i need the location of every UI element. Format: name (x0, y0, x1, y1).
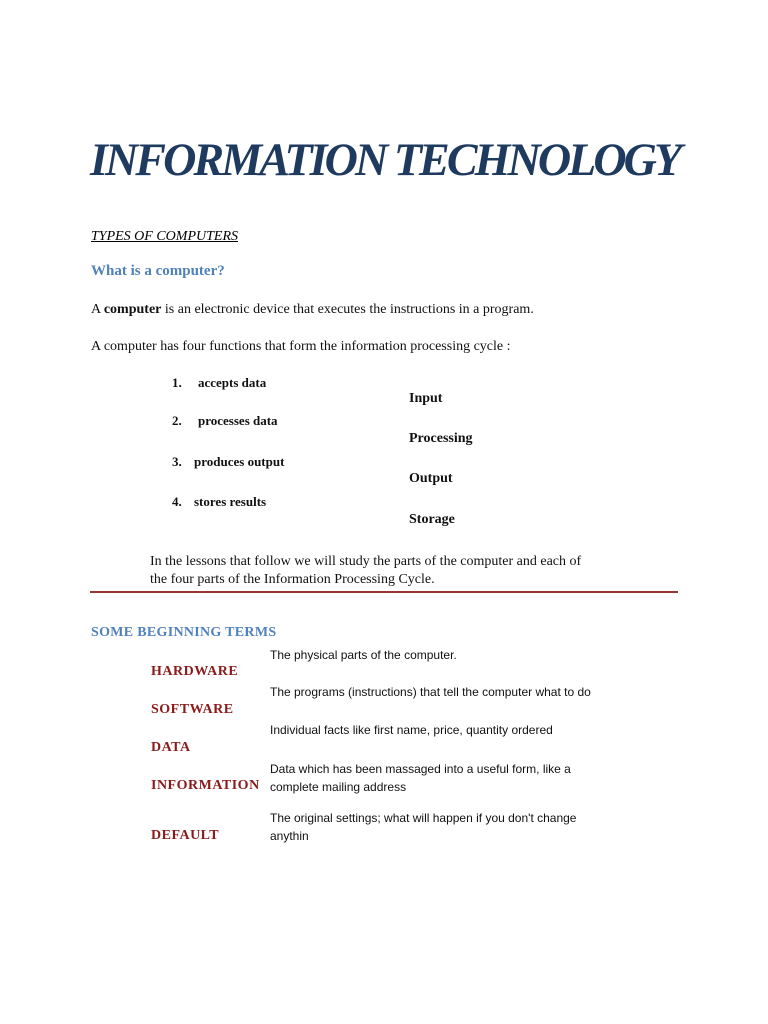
function-number: 2. (172, 413, 182, 428)
terms-heading: SOME BEGINNING TERMS (91, 625, 277, 640)
definition-term: computer (103, 302, 162, 317)
definition-rest: is an electronic device that executes the instructions in a program. (164, 302, 534, 317)
stage-processing: Processing (409, 431, 473, 446)
section-label: TYPES OF COMPUTERS (91, 229, 238, 244)
function-label: accepts data (198, 375, 267, 390)
term-data: DATA (151, 740, 191, 755)
stage-storage: Storage (409, 512, 455, 527)
function-number: 3. (172, 454, 182, 469)
term-hardware: HARDWARE (151, 664, 239, 679)
computer-definition (91, 302, 534, 318)
function-item-2 (172, 413, 278, 429)
stage-output: Output (409, 471, 453, 486)
question-heading: What is a computer? (91, 263, 225, 279)
function-label: produces output (194, 454, 285, 469)
functions-intro: A computer has four functions that form the information processing cycle : (91, 339, 511, 354)
function-label: stores results (194, 494, 267, 509)
term-information: INFORMATION (151, 778, 260, 793)
section-divider (90, 591, 678, 593)
document-title: INFORMATION TECHNOLOGY (90, 134, 680, 186)
term-software: SOFTWARE (151, 702, 234, 717)
term-definition-information: Data which has been massaged into a useful form, like a complete mailing address (270, 762, 571, 794)
term-definition-hardware: The physical parts of the computer. (270, 648, 457, 662)
function-number: 1. (172, 375, 182, 390)
term-definition-default: The original settings; what will happen if you don't change anythin (270, 811, 577, 843)
function-label: processes data (198, 413, 278, 428)
stage-input: Input (409, 391, 443, 406)
term-definition-software: The programs (instructions) that tell the computer what to do (270, 685, 591, 699)
function-item-3 (172, 454, 284, 470)
function-item-1 (172, 375, 266, 391)
function-number: 4. (172, 494, 182, 509)
lessons-note-line-2: the four parts of the Information Processing Cycle. (150, 572, 435, 587)
term-default: DEFAULT (151, 828, 220, 843)
function-item-4 (172, 494, 266, 510)
definition-prefix: A (91, 302, 101, 317)
term-definition-data: Individual facts like first name, price, quantity ordered (270, 723, 553, 737)
lessons-note-line-1: In the lessons that follow we will study the parts of the computer and each of (150, 554, 582, 569)
